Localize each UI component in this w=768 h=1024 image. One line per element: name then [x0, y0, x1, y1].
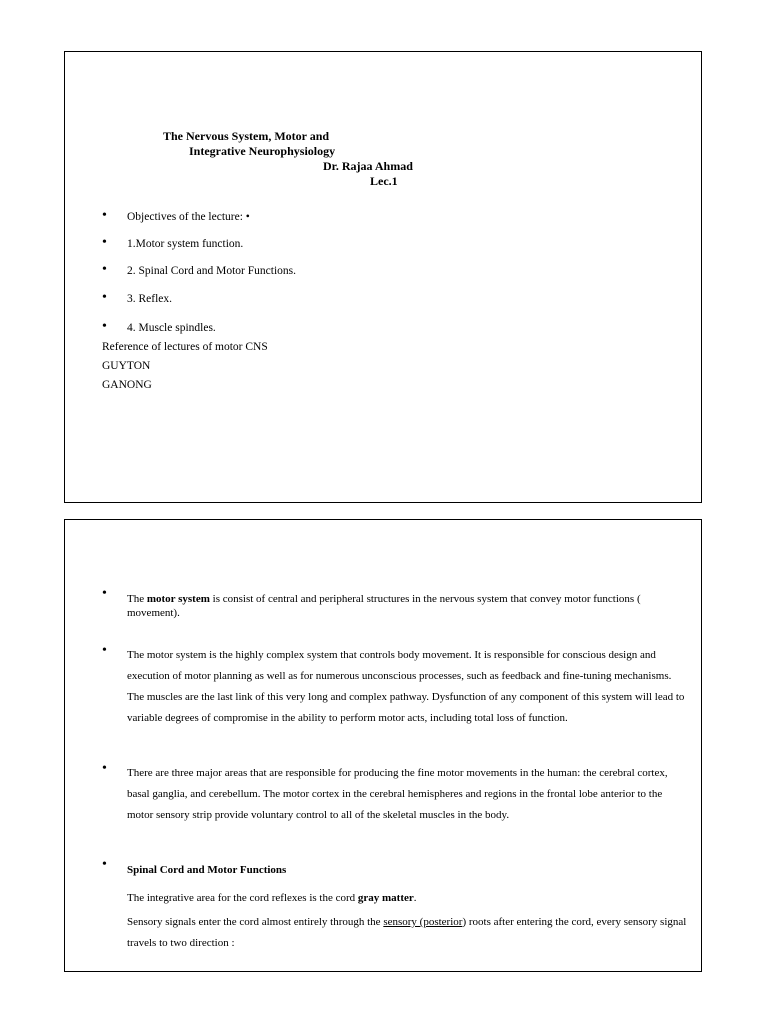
motor-areas-paragraph: There are three major areas that are responsible for producing the fine motor movements in the human: the cerebral cortex, basal ganglia, and cerebellum. The motor cortex in the cerebral hemispheres and regions in the frontal lobe anterior to the motor sensory strip provide voluntary control to all of the skeletal muscles in the body.: [127, 767, 668, 821]
reference-item: GANONG: [102, 379, 152, 391]
motor-system-paragraph: The motor system is the highly complex system that controls body movement. It is responsible for conscious design and execution of motor planning as well as for numerous unconscious processes, such as feedback and fine-tuning mechanisms. The muscles are the last link of this very long and complex pathway. Dysfunction of any component of this system will lead to variable degrees of compromise in the ability to perform motor acts, including total loss of function.: [127, 649, 685, 724]
reference-item: GUYTON: [102, 360, 151, 372]
author-name: Dr. Rajaa Ahmad: [323, 159, 413, 173]
bullet-icon: •: [102, 586, 107, 601]
section-heading: Spinal Cord and Motor Functions: [127, 864, 287, 876]
bullet-icon: •: [102, 290, 107, 305]
sensory-signals-sentence: Sensory signals enter the cord almost entirely through the sensory (posterior) roots after entering the cord, every sensory signal travels to two direction :: [127, 916, 687, 949]
bullet-icon: •: [102, 857, 107, 872]
bullet-icon: •: [102, 262, 107, 277]
slide-2: [64, 519, 702, 972]
title-line-2: Integrative Neurophysiology: [189, 144, 336, 158]
bullet-icon: •: [102, 319, 107, 334]
bullet-icon: •: [102, 208, 107, 223]
gray-matter-sentence: The integrative area for the cord reflexes is the cord gray matter.: [127, 892, 417, 904]
slide-1: The Nervous System, Motor and Integrative Neurophysiology Dr. Rajaa Ahmad Lec.1 • Objectives of the lecture: • • 1.Motor system function. • 2. Spinal Cord and Motor Functions. • 3. Reflex. • 4. Muscle spindles. Reference of lectures of motor CNS GUYTON GANONG: [64, 51, 702, 503]
bullet-icon: •: [102, 761, 107, 776]
title-line-1: The Nervous System, Motor and: [163, 129, 330, 143]
bullet-icon: •: [102, 643, 107, 658]
bullet-icon: •: [102, 235, 107, 250]
lecture-number: Lec.1: [370, 174, 398, 188]
references-heading: Reference of lectures of motor CNS: [102, 341, 268, 353]
motor-system-definition: The motor system is consist of central and peripheral structures in the nervous system that convey motor functions ( movement).: [127, 593, 641, 619]
